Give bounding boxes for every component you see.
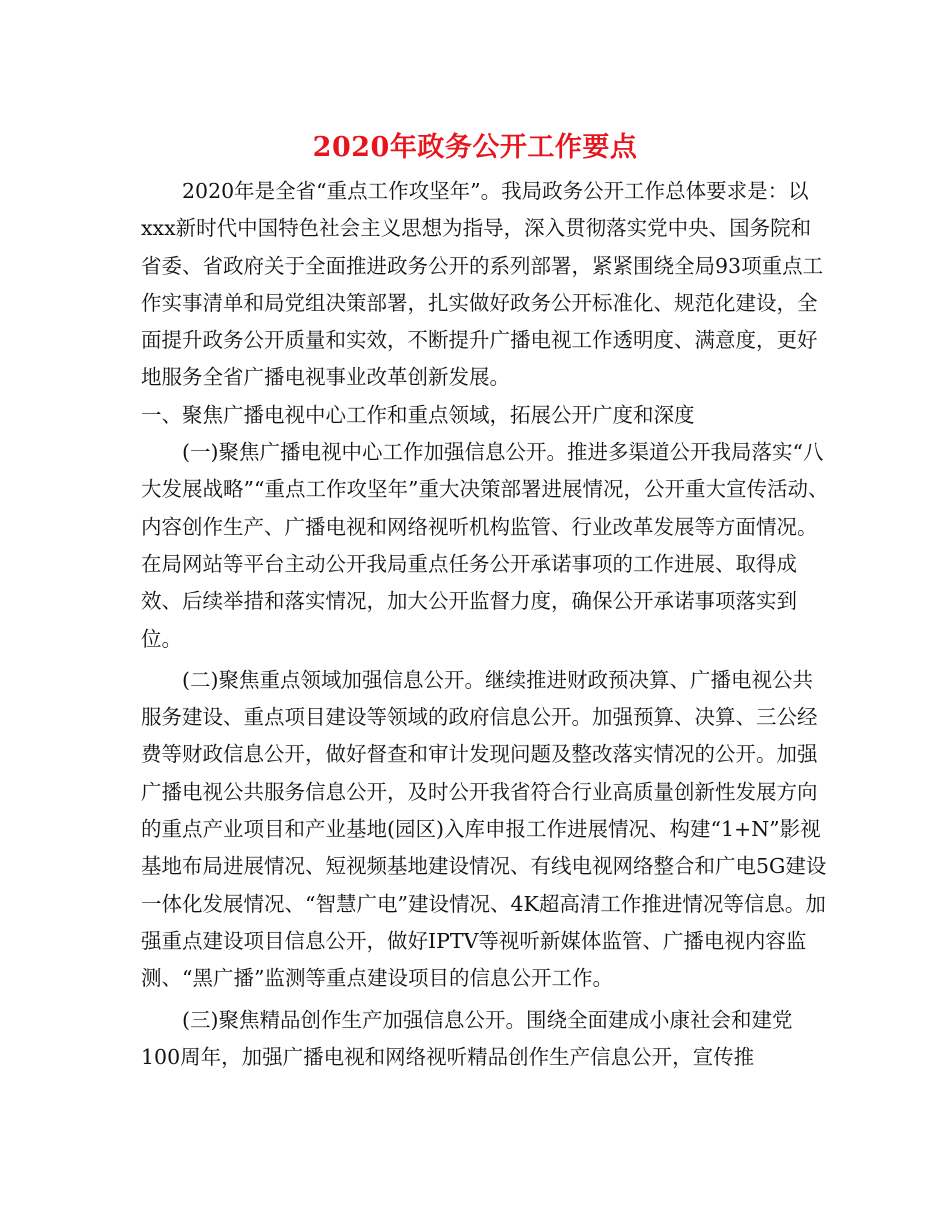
intro-paragraph: 2020年是全省“重点工作攻坚年”。我局政务公开工作总体要求是：以xxx新时代中国特色社会主义思想为指导，深入贯彻落实党中央、国务院和省委、省政府关于全面推进政务公开的系列部署，紧紧围绕全局93项重点工作实事清单和局党组决策部署，扎实做好政务公开标准化、规范化建设，全面提升政务公开质量和实效，不断提升广播电视工作透明度、满意度，更好地服务全省广播电视事业改革创新发展。	[141, 179, 824, 390]
document-body	[141, 173, 831, 1076]
section-heading-1: 一、聚焦广播电视中心工作和重点领域，拓展公开广度和深度	[141, 402, 695, 427]
paragraph-item-3: (三)聚焦精品创作生产加强信息公开。围绕全面建成小康社会和建党100周年，加强广播电视和网络视听精品创作生产信息公开，宣传推	[141, 1007, 793, 1069]
paragraph-item-1: (一)聚焦广播电视中心工作加强信息公开。推进多渠道公开我局落实“八大发展战略”“重点工作攻坚年”重大决策部署进展情况，公开重大宣传活动、内容创作生产、广播电视和网络视听机构监管、行业改革发展等方面情况。在局网站等平台主动公开我局重点任务公开承诺事项的工作进展、取得成效、后续举措和落实情况，加大公开监督力度，确保公开承诺事项落实到位。	[141, 440, 829, 651]
document-title: 2020年政务公开工作要点	[312, 132, 638, 163]
paragraph-item-2: (二)聚焦重点领域加强信息公开。继续推进财政预决算、广播电视公共服务建设、重点项目建设等领域的政府信息公开。加强预算、决算、三公经费等财政信息公开，做好督查和审计发现问题及整改落实情况的公开。加强广播电视公共服务信息公开，及时公开我省符合行业高质量创新性发展方向的重点产业项目和产业基地(园区)入库申报工作进展情况、构建“1+N”影视基地布局进展情况、短视频基地建设情况、有线电视网络整合和广电5G建设一体化发展情况、“智慧广电”建设情况、4K超高清工作推进情况等信息。加强重点建设项目信息公开，做好IPTV等视听新媒体监管、广播电视内容监测、“黑广播”监测等重点建设项目的信息公开工作。	[141, 667, 827, 991]
